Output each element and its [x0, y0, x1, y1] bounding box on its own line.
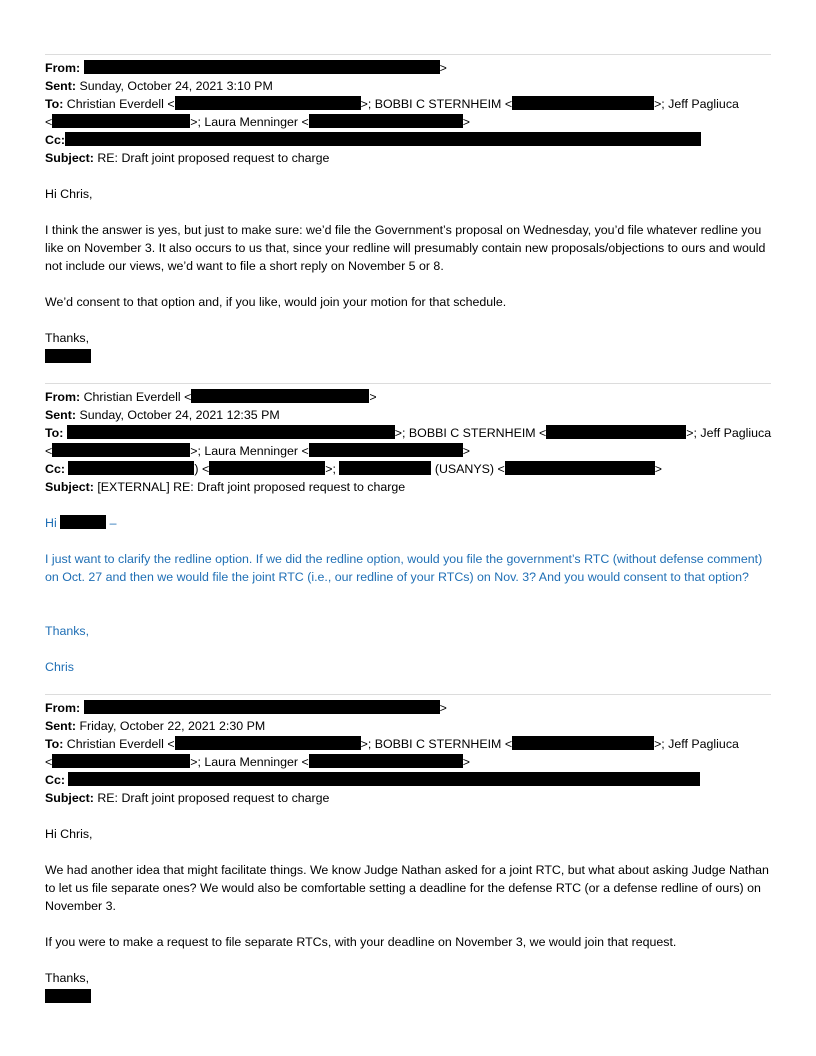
redaction-bar [84, 700, 440, 714]
email3-body-paragraph: If you were to make a request to file separate RTCs, with your deadline on November 3, we would join that request. [45, 935, 677, 949]
redaction-bar [209, 461, 325, 475]
email2-thanks: Thanks, [45, 624, 90, 638]
email1-to-line: To: Christian Everdell < >; BOBBI C STERNHEIM < >; Jeff Pagliuca [45, 97, 739, 111]
email1-subject-line [45, 149, 329, 167]
redaction-bar [546, 425, 686, 439]
signature-redaction [45, 989, 91, 1003]
redaction-bar [68, 772, 700, 786]
sent-value: Sunday, October 24, 2021 12:35 PM [79, 408, 280, 422]
email1-sent-line [45, 77, 273, 95]
subject-label: Subject: [45, 480, 94, 494]
email1-from-line: From: > [45, 61, 447, 75]
sent-value: Sunday, October 24, 2021 3:10 PM [79, 79, 273, 93]
redaction-bar [60, 515, 106, 529]
email1-cc-line [45, 131, 701, 149]
redaction-bar [67, 425, 395, 439]
email3-to-line: To: Christian Everdell < >; BOBBI C STERNHEIM < >; Jeff Pagliuca [45, 737, 739, 751]
email1-body-paragraph: We’d consent to that option and, if you like, would join your motion for that schedule. [45, 295, 507, 309]
email2-to-line: To: >; BOBBI C STERNHEIM < >; Jeff Pagliuca [45, 426, 772, 440]
redaction-bar [309, 443, 463, 457]
email3-to-line-continued: < >; Laura Menninger < > [45, 755, 470, 769]
cc-label: Cc: [45, 133, 65, 147]
redaction-bar [339, 461, 431, 475]
email2-sent-line [45, 406, 280, 424]
redaction-bar [84, 60, 440, 74]
email3-from-line: From: > [45, 701, 447, 715]
sent-label: Sent: [45, 719, 76, 733]
email-separator [45, 383, 771, 384]
sent-label: Sent: [45, 408, 76, 422]
redaction-bar [52, 754, 190, 768]
cc-label: Cc: [45, 462, 65, 476]
cc-label: Cc: [45, 773, 65, 787]
redaction-bar [505, 461, 655, 475]
subject-value: [EXTERNAL] RE: Draft joint proposed request to charge [97, 480, 406, 494]
subject-label: Subject: [45, 791, 94, 805]
sent-value: Friday, October 22, 2021 2:30 PM [79, 719, 266, 733]
to-label: To: [45, 426, 64, 440]
email1-thanks: Thanks, [45, 331, 90, 345]
redaction-bar [175, 96, 361, 110]
subject-value: RE: Draft joint proposed request to charge [97, 151, 330, 165]
email3-subject-line [45, 789, 329, 807]
redaction-bar [52, 443, 190, 457]
redaction-bar [175, 736, 361, 750]
email2-from-line: From: Christian Everdell < > [45, 390, 377, 404]
subject-value: RE: Draft joint proposed request to charge [97, 791, 330, 805]
email2-cc-line: Cc: ) < >; (USANYS) < > [45, 462, 662, 476]
email2-greeting: Hi – [45, 516, 117, 530]
from-label: From: [45, 61, 81, 75]
email3-sent-line [45, 717, 265, 735]
email3-thanks: Thanks, [45, 971, 90, 985]
email1-greeting: Hi Chris, [45, 187, 93, 201]
to-label: To: [45, 97, 64, 111]
email3-body-paragraph: We had another idea that might facilitate things. We know Judge Nathan asked for a joint RTC, but what about asking Judge Nathan to let us file separate ones? We would also be comfortable setting a deadline for the defense RTC (or a defense redline of ours) on November 3. [45, 863, 769, 913]
redaction-bar [309, 114, 463, 128]
redaction-bar [68, 461, 194, 475]
redaction-bar [512, 96, 654, 110]
email2-body-paragraph: I just want to clarify the redline option. If we did the redline option, would you file the government’s RTC (without defense comment) on Oct. 27 and then we would file the joint RTC (i.e., our redline of your RTCs) on Nov. 3? And you would consent to that option? [45, 552, 763, 584]
from-label: From: [45, 701, 81, 715]
subject-label: Subject: [45, 151, 94, 165]
redaction-bar [191, 389, 369, 403]
signature-redaction [45, 349, 91, 363]
to-label: To: [45, 737, 64, 751]
redaction-bar [512, 736, 654, 750]
email2-signature: Chris [45, 660, 74, 674]
email3-greeting: Hi Chris, [45, 827, 93, 841]
email3-cc-line [45, 771, 700, 789]
from-label: From: [45, 390, 81, 404]
redaction-bar [309, 754, 463, 768]
email2-to-line-continued: < >; Laura Menninger < > [45, 444, 470, 458]
email1-to-line-continued: < >; Laura Menninger < > [45, 115, 470, 129]
redaction-bar [65, 132, 701, 146]
email2-subject-line [45, 478, 405, 496]
sent-label: Sent: [45, 79, 76, 93]
email-separator [45, 694, 771, 695]
email-separator [45, 54, 771, 55]
email1-body-paragraph: I think the answer is yes, but just to make sure: we’d file the Government’s proposal on Wednesday, you’d file whatever redline you like on November 3. It also occurs to us that, since your redline will presumably contain new proposals/objections to ours and would not include our views, we’d want to file a short reply on November 5 or 8. [45, 223, 766, 273]
redaction-bar [52, 114, 190, 128]
